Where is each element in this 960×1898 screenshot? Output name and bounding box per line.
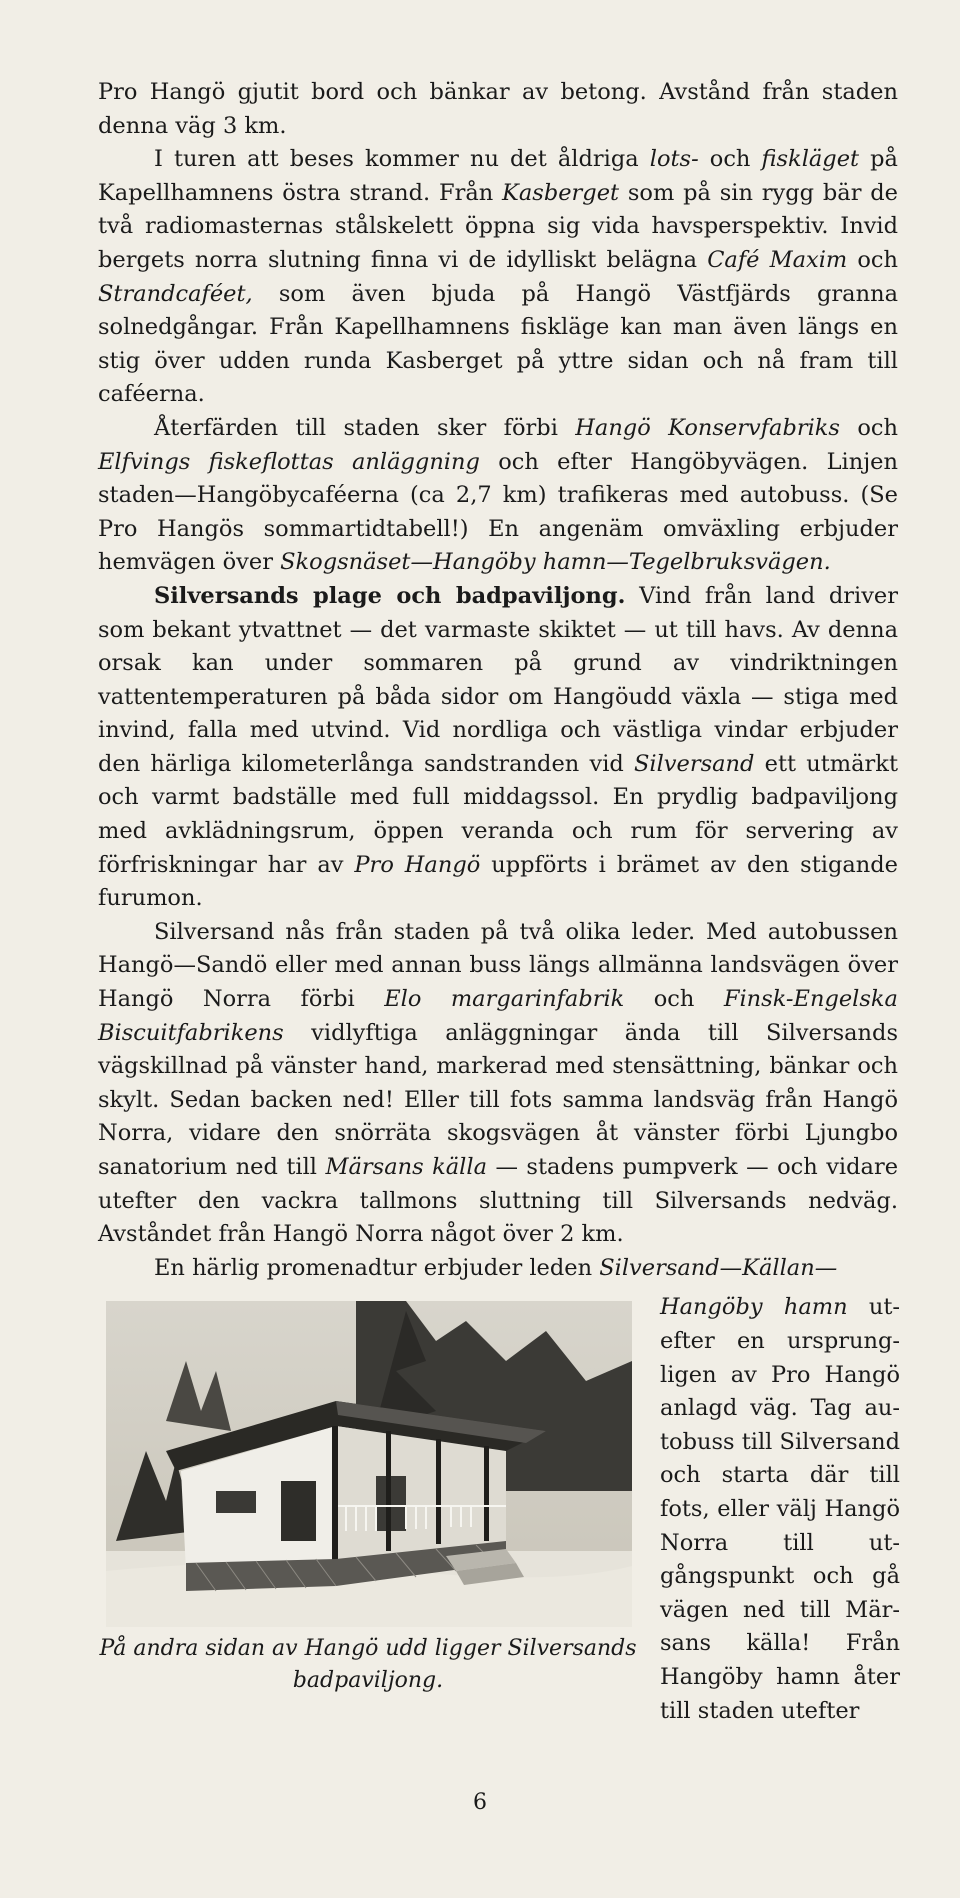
body-text — [98, 76, 898, 1285]
text-run: I turen att beses kommer nu det åldriga — [154, 146, 650, 173]
page-number: 6 — [473, 1790, 487, 1815]
paragraph — [98, 412, 898, 580]
italic-text-run: Skogsnäset—Hangöby hamn—Tegelbruksvägen. — [280, 549, 831, 576]
text-run: och — [698, 146, 762, 173]
italic-text-run: Finsk-Engelska Biscuitfabrikens — [98, 986, 898, 1046]
italic-text-run: Pro Hangö — [354, 851, 481, 878]
italic-text-run: Hangö Konservfabriks — [575, 414, 840, 441]
pavilion-illustration — [106, 1301, 632, 1627]
paragraph — [98, 580, 898, 916]
text-run: uppförts i brämet av den stigande furumon. — [98, 851, 898, 912]
italic-text-run: lots- — [649, 146, 699, 173]
italic-text-run: Kasberget — [502, 179, 620, 206]
figure-row — [98, 1291, 900, 1724]
text-run: på Kapellhamnens östra strand. Från — [98, 146, 898, 206]
italic-text-run: Café Maxim — [707, 246, 848, 273]
text-run: och — [839, 414, 898, 441]
text-run: utefter en ursprungligen av Pro Hangö anlagd väg. Tag autobuss till Silversand och starta där till fots, eller välj Hangö Norra till utgångspunkt och gå vägen ned till Märsans källa! Från Hangöby hamn åter till staden utefter — [660, 1294, 900, 1724]
text-run: och — [847, 246, 898, 273]
italic-text-run: Hangöby hamn — [660, 1294, 848, 1321]
paragraph — [98, 1252, 898, 1286]
italic-text-run: Silversand—Källan— — [599, 1254, 838, 1281]
bold-text-run: Silversands plage och badpaviljong. — [154, 582, 626, 609]
text-run: En härlig promenadtur erbjuder leden — [154, 1254, 600, 1281]
text-run: ett utmärkt och varmt badställe med full middagssol. En prydlig badpaviljong med avklädningsrum, öppen veranda och rum för servering av förfriskningar har av — [98, 750, 898, 878]
italic-text-run: Elo margarinfabrik — [384, 986, 625, 1013]
italic-text-run: fiskläget — [761, 146, 860, 173]
paragraph — [98, 76, 898, 143]
text-run: Vind från land driver som bekant ytvattnet — det varmaste skiktet — ut till havs. Av denna orsak kan under sommaren på grund av vindriktningen vattentemperaturen på båda sidor om Hangöudd växla — stiga med invind, falla med utvind. Vid nordliga och västliga vindar erbjuder den härliga kilometerlånga sandstranden vid — [98, 582, 898, 777]
text-run: Silversand nås från staden på två olika leder. Med autobussen Hangö—Sandö eller med annan buss längs allmänna landsvägen över Hangö Norra förbi — [98, 918, 898, 1013]
photo-caption: På andra sidan av Hangö udd ligger Silversands badpaviljong. — [99, 1636, 637, 1694]
text-run: vidlyftiga anläggningar ända till Silversands vägskillnad på vänster hand, markerad med stensättning, bänkar och skylt. Sedan backen ned! Eller till fots samma landsväg från Hangö Norra, vidare den snörräta skogsvägen åt vänster förbi Ljungbo sanatorium ned till — [98, 1019, 898, 1180]
text-run: — stadens pumpverk — och vidare utefter den vackra tallmons sluttning till Silversands nedväg. Avståndet från Hangö Norra något över 2 km. — [98, 1154, 899, 1248]
text-run: Återfärden till staden sker förbi — [154, 414, 576, 441]
italic-text-run: Strandcaféet, — [98, 280, 253, 307]
text-run: och efter Hangöbyvägen. Linjen staden—Hangöbycaféerna (ca 2,7 km) trafikeras med autobuss. (Se Pro Hangös sommartidtabell!) En angenäm omväxling erbjuder hemvägen över — [98, 448, 898, 576]
paragraph — [98, 143, 898, 412]
italic-text-run: Silversand — [634, 750, 755, 777]
paragraph — [98, 916, 898, 1252]
side-column-text — [660, 1291, 900, 1728]
italic-text-run: Elfvings fiskeflottas anläggning — [98, 448, 480, 475]
page-content — [98, 76, 900, 1724]
pavilion-photo — [106, 1301, 632, 1627]
text-run: och — [624, 986, 724, 1013]
italic-text-run: Märsans källa — [325, 1154, 487, 1180]
text-run: Pro Hangö gjutit bord och bänkar av betong. Avstånd från staden denna väg 3 km. — [98, 79, 898, 139]
text-run: som på sin rygg bär de två radiomasternas stålskelett öppna sig vida havsperspektiv. Invid bergets norra slutning finna vi de idylliskt belägna — [98, 179, 898, 273]
text-run: som även bjuda på Hangö Västfjärds granna solnedgångar. Från Kapellhamnens fiskläge kan man även längs en stig över udden runda Kasberget på yttre sidan och nå fram till caféerna. — [98, 280, 898, 408]
